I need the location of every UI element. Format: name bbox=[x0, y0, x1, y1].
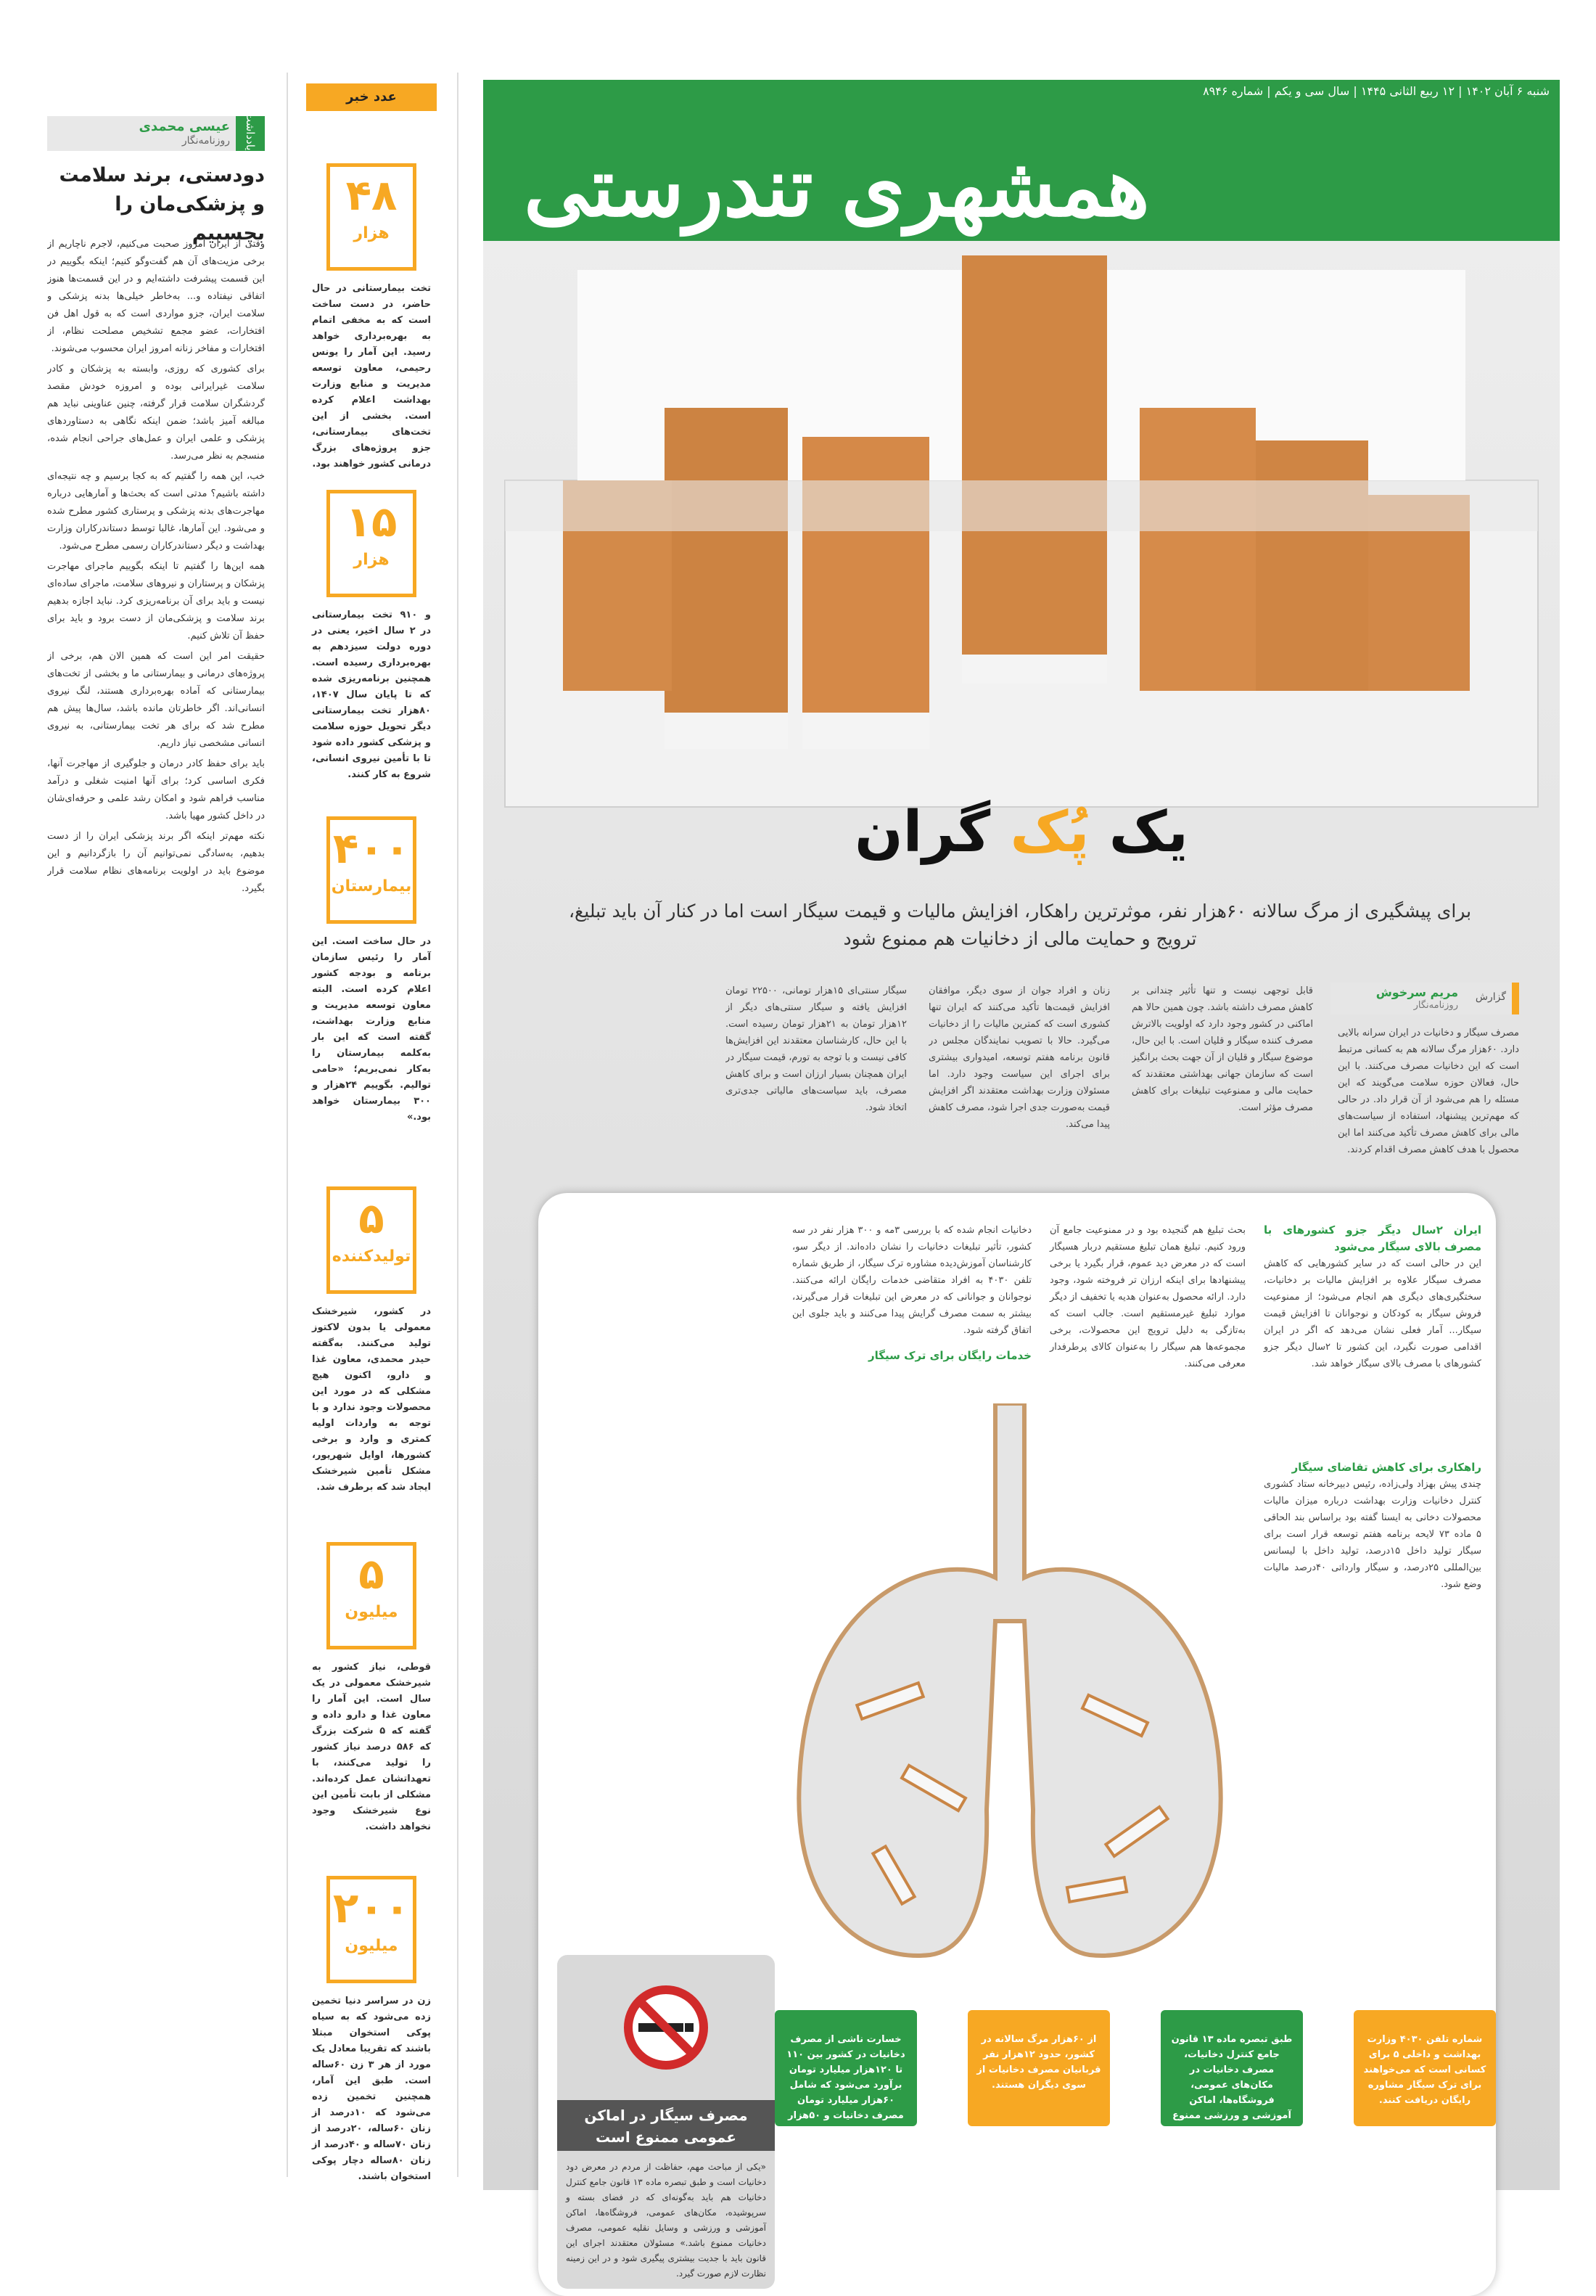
number-box bbox=[326, 1186, 416, 1294]
opinion-role: روزنامه‌نگار bbox=[181, 135, 230, 147]
fact-tile bbox=[775, 2010, 917, 2152]
article-column: سیگار سنتی‌ای ۱۵هزار تومانی، ۲۲۵۰۰ تومان افزایش یافته و سیگار سنتی‌های دیگر از ۱۲هزار تومان به ۲۱هزار تومان رسیده است. با این حال، کارشناسان معتقدند این افزایش‌ها کافی نیست و با توجه به تورم، قیمت سیگار در ایران همچنان بسیار ارزان است و برای کاهش مصرف، باید سیاست‌های مالیاتی جدی‌تری اتخاذ شود. bbox=[725, 985, 907, 1113]
fact-tile-text: از ۶۰هزار مرگ سالانه در کشور، حدود ۱۲هزار نفر قربانیان مصرف دخانیات از سوی دیگران هستند. bbox=[976, 2034, 1101, 2091]
number-unit: میلیون bbox=[345, 1603, 398, 1621]
article-column: زنان و افراد جوان از سوی دیگر، موافقان افزایش قیمت‌ها تأکید می‌کنند که ایران تنها کشوری است که کمترین مالیات را از دخانیات می‌گیرد. حالا با تصویب نمایندگان مجلس در قانون برنامه هفتم توسعه، امیدواری بیشتری برای اجرای این سیاست وجود دارد. اما مسئولان وزارت بهداشت معتقدند اگر افزایش قیمت به‌صورت جدی اجرا شود، مصرف کاهش پیدا می‌کند. bbox=[929, 985, 1110, 1130]
panel-text: این در حالی است که در سایر کشورهایی که کاهش مصرف سیگار علاوه بر افزایش مالیات بر دخانیات، سختگیری‌های دیگری هم انجام می‌شود؛ از ممنوعیت فروش سیگار به کودکان و نوجوانان تا افزایش قیمت سیگار... آمار فعلی نشان می‌دهد که اگر در ایران اقدامی صورت نگیرد، این کشور تا ۲سال دیگر جزو کشورهای با مصرف بالای سیگار خواهد شد. bbox=[1264, 1258, 1481, 1369]
number-value: ۴۰۰ bbox=[332, 824, 411, 873]
number-unit: هزار bbox=[353, 224, 390, 242]
number-box bbox=[326, 1542, 416, 1649]
number-box bbox=[326, 163, 416, 271]
column-divider bbox=[287, 73, 288, 2177]
article-column: قابل توجهی نیست و تنها تأثیر چندانی بر کاهش مصرف داشته باشد. چون همین حالا هم اماکنی در کشور وجود دارد که اولویت بالاترش مصرف کننده سیگار و قلیان است. با این حال، موضوع سیگار و قلیان از آن جهت بحث برانگیز است که سازمان جهانی بهداشتی معتقدند که حمایت مالی و ممنوعیت تبلیغات برای کاهش مصرف مؤثر است. bbox=[1132, 985, 1313, 1113]
no-smoking-box bbox=[557, 1955, 775, 2289]
byline bbox=[1330, 983, 1519, 1014]
headline-accent: پُک bbox=[1010, 800, 1090, 865]
number-box bbox=[326, 816, 416, 924]
feature-panel bbox=[538, 1193, 1496, 2296]
opinion-body bbox=[47, 236, 265, 2181]
cigarette-pack-illustration bbox=[483, 241, 1560, 821]
fact-tile bbox=[1161, 2010, 1303, 2167]
byline-accent-bar bbox=[1512, 983, 1519, 1014]
opinion-paragraph: همه این‌ها را گفتیم تا اینکه بگوییم ماجرای مهاجرت پزشکان و پرستاران و نیروهای سلامت، ماجرای ساده‌ای نیست و باید برای آن برنامه‌ریزی کرد. نباید اجازه بدهیم برند سلامت و پزشکی‌مان از دست برود و باید برای حفظ آن تلاش کنیم. bbox=[47, 561, 265, 641]
panel-subhead: ایران ۲سال دیگر جزو کشورهای با مصرف بالای سیگار می‌شود bbox=[1264, 1223, 1481, 1253]
opinion-header bbox=[47, 112, 265, 151]
feature-area bbox=[483, 241, 1560, 2279]
fact-tile-text: شماره تلفن ۴۰۳۰ وزارت بهداشت و داخلی ۵ برای کسانی است که می‌خواهند برای ترک سیگار مشاوره رایگان دریافت کنند. bbox=[1363, 2034, 1486, 2106]
fact-tile bbox=[968, 2010, 1110, 2126]
panel-text: دخانیات انجام شده که با بررسی ۳مه و ۳۰۰ هزار نفر در سه کشور، تأثیر تبلیغات دخانیات را نشان داده‌اند. از دیگر سو، کارشناسان آموزش‌دیده مشاوره ترک سیگار، از طریق شماره تلفن ۴۰۳۰ به افراد متقاضی خدمات رایگان ارائه می‌کنند. نوجوانان و جوانانی که در معرض این تبلیغات قرار می‌گیرند، بیشتر به سمت مصرف گرایش پیدا می‌کنند و باید جلوی این اتفاق گرفته شود. bbox=[792, 1225, 1032, 1336]
panel-column bbox=[1264, 1222, 1481, 1593]
number-item bbox=[306, 490, 437, 783]
number-value: ۲۰۰ bbox=[332, 1883, 411, 1932]
opinion-paragraph: خب، این همه را گفتیم که به کجا برسیم و چه نتیجه‌ای داشته باشیم؟ مدتی است که بحث‌ها و آمارهایی درباره مهاجرت‌های بدنه پزشکی و پرستاری کشور مطرح شده و می‌شود. این آمارها، غالبا توسط دستاندرکاران وزارت بهداشت و دیگر دستاندرکاران رسمی مطرح می‌شود. bbox=[47, 471, 265, 552]
panel-subhead: راهکاری برای کاهش تقاضای سیگار bbox=[1291, 1461, 1481, 1474]
opinion-paragraph: حقیقت امر این است که همین الان هم، برخی از پروژه‌های درمانی و بیمارستانی ما و بخشی از تخت‌های بیمارستانی که آماده بهره‌برداری هستند، لنگ نیروی انسانی‌اند. اگر خاطرتان مانده باشد، سال‌ها پیش هم مطرح شد که برای هر تخت بیمارستانی، به نیروی انسانی مشخصی نیاز داریم. bbox=[47, 651, 265, 749]
opinion-paragraph: وقتی از ایران امروز صحبت می‌کنیم، لاجرم ناچاریم از برخی مزیت‌های آن هم گفت‌وگو کنیم؛ اینکه بگوییم در این قسمت پیشرفت داشته‌ایم و در این قسمت‌ها هنوز اتفاقی نیفتاده و... به‌خاطر خیلی‌ها بدنه پزشکی و سلامت ایران، جزو مواردی است که به قول اهل فن افتخارات، عضو مجمع تشخیص مصلحت نظام، از افتخارات و مفاخر زنانه امروز ایران محسوب می‌شوند. bbox=[47, 239, 265, 354]
column-divider bbox=[457, 73, 458, 2177]
number-value: ۵ bbox=[358, 1549, 384, 1599]
number-item bbox=[306, 1542, 437, 1835]
number-text: زن در سراسر دنیا تخمین زده می‌شود که به سیاه‌ پوکی استخوان مبتلا باشند که تقریبا معادل یک مورد از هر ۳ زن ۶۰ساله است. طبق این آمار، همچنین تخمین زده می‌شود که ۱۰درصد از زنان ۶۰ساله، ۲۰درصد از زنان ۷۰ساله و ۴۰درصد از زنان ۸۰ساله دچار پوکی استخوان باشند. bbox=[312, 1996, 431, 2182]
fact-tile-text: خسارت ناشی از مصرف دخانیات در کشور بین ۱۱۰ تا ۱۲۰هزار میلیارد تومان برآورد می‌شود که شامل ۶۰هزار میلیارد تومان مصرف دخانیات و ۵۰هزار میلیارد تومان زیان به بخش سلامت کشور است. bbox=[783, 2034, 908, 2152]
panel-text: چندی پیش بهزاد ولی‌زاده، رئیس دبیرخانه ستاد کشوری کنترل دخانیات وزارت بهداشت درباره میزان مالیات محصولات دخانی به ایسنا گفته بود براساس بند الحاقی ۵ ماده ۷۳ لایحه برنامه هفتم توسعه قرار است برای سیگار تولید داخل ۱۵درصد، تولید داخل با لیسانس بین‌المللی ۲۵درصد، و سیگار وارداتی ۴۰درصد مالیات وضع شود. bbox=[1264, 1479, 1482, 1590]
number-text: تخت بیمارستانی در حال حاضر، در دست ساخت است که به مخفی اتمام به بهره‌برداری خواهد رسید. این آمار را یونس رحیمی، معاون توسعه مدیریت و منابع وزارت بهداشت اعلام کرده است. بخشی از این تخت‌های بیمارستانی، جزو پروژه‌های بزرگ درمانی کشور خواهند بود. bbox=[312, 283, 431, 470]
number-item bbox=[306, 163, 437, 472]
masthead-title: همشهری تندرستی bbox=[524, 140, 1150, 235]
number-unit: تولیدکننده bbox=[332, 1247, 411, 1266]
fact-tile bbox=[1354, 2010, 1496, 2126]
headline-part: گران bbox=[855, 800, 1011, 865]
no-smoking-icon bbox=[622, 1984, 709, 2071]
opinion-paragraph: نکته مهم‌تر اینکه اگر برند پزشکی ایران را از دست بدهیم، به‌سادگی نمی‌توانیم آن را بازگردانیم و این موضوع باید در اولویت برنامه‌های نظام سلامت قرار بگیرد. bbox=[47, 831, 265, 894]
number-value: ۱۵ bbox=[345, 497, 398, 546]
panel-subhead: خدمات رایگان برای ترک سیگار bbox=[868, 1349, 1032, 1362]
no-smoking-title: مصرف سیگار در اماکن عمومی ممنوع است bbox=[557, 2100, 775, 2151]
opinion-paragraph: برای کشوری که روزی، وابسته به پزشکان و کادر سلامت غیرایرانی بوده و امروزه خودش مقصد گردشگران سلامت قرار گرفته، چنین عناوینی نباید هم مبالغه آمیز باشد؛ ضمن اینکه نگاهی به دستاوردهای پزشکی و علمی ایران و عمل‌های جراحی انجام شده، منسجم به‌ نظر می‌رسد. bbox=[47, 364, 265, 462]
panel-text: بحث تبلیغ هم گنجیده بود و در ممنوعیت جامع آن ورود کنیم. تبلیغ همان تبلیغ مستقیم دربار هسیگار است که در معرض دید عموم، قرار بگیرد یا برخی پیشنهادها برای اینکه ارزان تر فروخته شود، وجود دارد. ارائه محصول به‌عنوان هدیه یا تخفیف از دیگر موارد تبلیغ غیرمستقیم است. جالب است که به‌تازگی به دلیل ترویج این محصولات، برخی مجموعه‌ها هم سیگار را به‌عنوان کالای پرطرفدار معرفی می‌کنند. bbox=[1050, 1225, 1246, 1369]
byline-tag: گزارش bbox=[1475, 991, 1506, 1003]
opinion-title: دودستی، برند سلامت و پزشکی‌مان را بچسبیم bbox=[59, 164, 265, 245]
panel-column bbox=[792, 1222, 1032, 1364]
opinion-tag: یادداشت bbox=[236, 116, 265, 151]
number-unit: هزار bbox=[353, 551, 390, 569]
number-text: در حال ساخت است. این آمار را رئیس سازمان برنامه و بودجه کشور اعلام کرده است. البته معاون توسعه مدیریت و منابع وزارت بهداشت، گفته است که این بار به‌کلمه بیمارستان را به‌کار نمی‌بریم؛ «حامی توالیم. بگوییم ۲۴هزار و ۳۰۰ بیمارستان خواهد بود.» bbox=[312, 936, 431, 1123]
feature-headline bbox=[483, 800, 1560, 865]
number-box bbox=[326, 1876, 416, 1983]
masthead bbox=[483, 80, 1560, 241]
number-item bbox=[306, 1186, 437, 1496]
numbers-column bbox=[306, 73, 437, 2182]
panel-column bbox=[1050, 1222, 1246, 1372]
number-value: ۴۸ bbox=[345, 171, 398, 220]
opinion-column bbox=[47, 73, 265, 2177]
opinion-author: عیسی محمدی bbox=[139, 119, 230, 134]
issue-date: شنبه ۶ آبان ۱۴۰۲ | ۱۲ ربیع الثانی ۱۴۴۵ | سال سی و یکم | شماره ۸۹۴۶ bbox=[1203, 84, 1550, 98]
byline-name: مریم سرخوش bbox=[1375, 985, 1458, 999]
number-text: و ۹۱۰ تخت بیمارستانی در ۲ سال اخیر، یعنی در دوره دولت سیزدهم به بهره‌برداری رسیده است. همچنین برنامه‌ریزی شده که تا پایان سال ۱۴۰۷، ۸۰هزار تخت بیمارستانی دیگر تحویل حوزه سلامت و پزشکی کشور داده شود تا با تأمین نیروی انسانی، شروع به کار کنند. bbox=[312, 610, 431, 780]
number-box bbox=[326, 490, 416, 597]
number-item bbox=[306, 816, 437, 1126]
number-text: قوطی، نیاز کشور به شیرخشک معمولی در یک سال است. این آمار را معاون غذا و دارو داده و گفته که ۵ شرکت بزرگ که ۵۸۶ درصد نیاز کشور را تولید می‌کنند، با تعهداتشان عمل کرده‌اند. مشکلی از بابت تأمین این نوع شیرخشک وجود نخواهد داشت. bbox=[312, 1662, 431, 1832]
number-item bbox=[306, 1876, 437, 2185]
article-column: مصرف سیگار و دخانیات در ایران سرانه بالایی دارد. ۶۰هزار مرگ سالانه هم به کسانی مرتبط است که این دخانیات مصرف می‌کنند. با این حال، فعالان حوزه سلامت می‌گویند که این مسئله را هم می‌شود از آن قرار داد. در حالی که مهم‌ترین پیشنهاد، استفاده از سیاست‌های مالی برای کاهش مصرف تأکید می‌کنند اما این محصول با هدف کاهش مصرف اقدام کردند. bbox=[1338, 1028, 1519, 1155]
byline-role: روزنامه‌نگار bbox=[1413, 1000, 1458, 1011]
number-unit: میلیون bbox=[345, 1937, 398, 1955]
number-text: در کشور، شیرخشک معمولی یا بدون لاکتوز تولید می‌کنند. به‌گفته حیدر محمدی، معاون غذا و دارو، اکنون هیچ مشکلی که در مورد این محصولات وجود ندارد و با توجه به واردات اولیه کمتری و وارد و برخی کشورها، اوایل شهریور، مشکل تأمین شیرخشک ایجاد شد که برطرف شد. bbox=[312, 1306, 431, 1493]
feature-lead: برای پیشگیری از مرگ سالانه ۶۰هزار نفر، موثرترین راهکار، افزایش مالیات و قیمت سیگار است اما در کنار آن باید تبلیغ، ترویج و حمایت مالی از دخانیات هم ممنوع شود bbox=[568, 901, 1472, 949]
number-value: ۵ bbox=[358, 1194, 384, 1243]
no-smoking-text: «یکی از مباحث مهم، حفاظت از مردم در معرض دود دخانیات است و طبق تبصره ماده ۱۳ قانون جامع کنترل دخانیات هم باید به‌گونه‌ای که در فضای بسته و سرپوشیده، مکان‌های عمومی، فروشگاه‌ها، اماکن آموزشی و ورزشی و وسایل نقلیه عمومی، مصرف دخانیات ممنوع باشد.» مسئولان معتقدند اجرای این قانون باید با جدیت بیشتری پیگیری شود و در این زمینه نظارت لازم صورت گیرد. bbox=[566, 2162, 767, 2279]
opinion-paragraph: باید برای حفظ کادر درمان و جلوگیری از مهاجرت آنها، فکری اساسی کرد؛ برای آنها امنیت شغلی و درآمد مناسب فراهم شود و امکان رشد علمی و حرفه‌ای‌شان در داخل کشور مهیا باشد. bbox=[47, 758, 265, 821]
lungs-ashtray-illustration bbox=[778, 1403, 1242, 1969]
headline-part: یک bbox=[1089, 800, 1188, 865]
numbers-header: عدد خبر bbox=[306, 83, 437, 111]
fact-tile-text: طبق تبصره ماده ۱۳ قانون جامع کنترل دخانیات، مصرف دخانیات در مکان‌های عمومی، فروشگاه‌ها، اماکن آموزشی و ورزشی ممنوع است و مردم می‌توانند این تخلف را از طریق شماره ۱۹۰ گزارش کنند. bbox=[1171, 2034, 1293, 2167]
number-unit: بیمارستان bbox=[331, 877, 412, 895]
